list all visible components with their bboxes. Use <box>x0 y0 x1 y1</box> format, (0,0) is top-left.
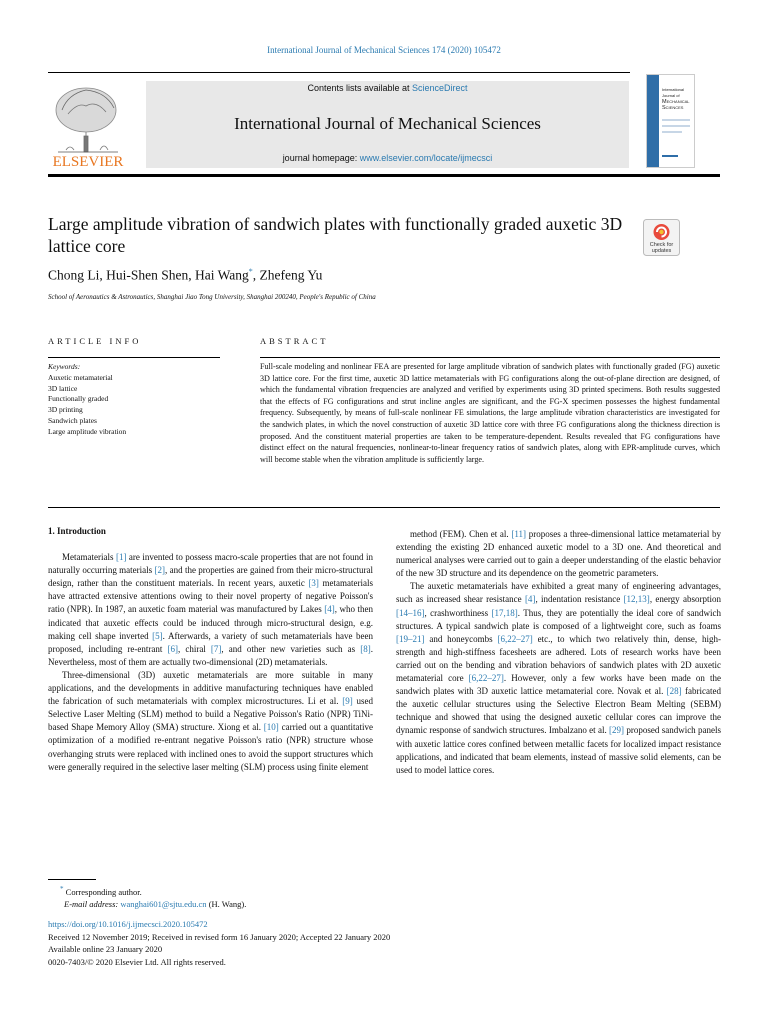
paragraph-text: Metamaterials <box>62 552 116 563</box>
abstract-text: Full-scale modeling and nonlinear FEA are presented for large amplitude vibration of sandwich plates with functionally graded (FG) auxetic 3D lattice core. For the first time, auxetic 3D lattice metamaterials with FG configurations along the out-of-plane direction are designed, of which the fundamental vibration frequencies are analyzed and verified by experiments using 3D printed specimens. Both results suggested that the effects of FG configurations and strut incline angles are significant, and the FG-X specimen possesses the highest fundamental frequency. Subsequently, by means of full-scale nonlinear FE simulations, the large amplitude vibration characteristics are investigated for the sandwich plates, in which the novel construction of auxetic 3D lattice core with three FG configurations along the thickness direction is proposed. And the constituent material properties are taken to be temperature-dependent. Results revealed that FG configurations have distinct effect on the natural frequencies, nonlinear-to-linear frequency ratios of sandwich plates, along with EPR-amplitude curves, which will become stable when the vibration amplitude is sufficiently large. <box>260 357 720 465</box>
paragraph-text: used Selective Laser Melting (SLM) method to build a Negative Poisson's Ratio (NPR) TiNi-based Shape Memory Alloy (SMA) structure. Xiong et al. <box>48 696 374 733</box>
reference-link[interactable]: [6,22–27] <box>497 633 533 644</box>
cover-decor <box>662 125 690 127</box>
cover-decor <box>662 131 682 133</box>
paragraph-text: fabricated the auxetic cellular structures using the Selective Electron Beam Melting (SEBM) technique and showed that using the designed auxetic cellular cores can improve the dynamic response of sandwich structures. Imbalzano et al. <box>396 686 721 736</box>
reference-link[interactable]: [28] <box>666 686 682 697</box>
cover-decor <box>662 119 690 121</box>
footnote-mark: * <box>60 885 64 893</box>
paragraph-text: are invented to possess macro-scale properties that are not found in naturally occurring materials <box>48 552 373 576</box>
cover-line-2: Mechanical <box>662 99 690 105</box>
paragraph-text: carried out a quantitative optimization of a modified re-entrant negative Poisson's ratio (NPR) structure whose overhanging struts were replaced with inclined ones to avoid the support structures which were generally required in the selective laser melting (SLM) process using finite element <box>48 722 373 772</box>
contents-line <box>146 83 629 93</box>
reference-link[interactable]: [10] <box>263 722 279 733</box>
cover-title <box>662 87 694 111</box>
right-paragraphs <box>396 528 721 777</box>
elsevier-logo[interactable] <box>48 80 128 168</box>
cover-decor <box>662 155 678 157</box>
paragraph-text: . Thus, they are potentially the ideal core of sandwich structures. A typical sandwich plate is composed of a lightweight core, such as foams <box>396 607 721 631</box>
corresponding-mark[interactable]: * <box>248 267 253 276</box>
homepage-line <box>146 153 629 163</box>
corresponding-note <box>48 883 246 898</box>
article-title: Large amplitude vibration of sandwich plates with functionally graded auxetic 3D lattice core <box>48 214 623 256</box>
authors-text: Chong Li, Hui-Shen Shen, Hai Wang <box>48 267 249 283</box>
paragraph-text: , crashworthiness <box>424 607 492 618</box>
reference-link[interactable]: [14–16] <box>396 607 425 618</box>
keyword-item: 3D lattice <box>48 383 78 393</box>
body-paragraph <box>396 580 721 776</box>
journal-title: International Journal of Mechanical Sciences <box>234 114 541 133</box>
sciencedirect-link[interactable]: ScienceDirect <box>412 83 468 93</box>
paragraph-text: . Nevertheless, most of them are actually two-dimensional (2D) metamaterials. <box>48 643 373 667</box>
email-label: E-mail address: <box>64 899 121 910</box>
journal-reference[interactable]: International Journal of Mechanical Sciences 174 (2020) 105472 <box>267 45 501 55</box>
paragraph-text: , who then indicated that auxetic effects could be induced through micro-structural design, e.g. making cell shape inverted <box>48 604 374 641</box>
reference-link[interactable]: [4] <box>524 594 536 605</box>
email-link[interactable]: wanghai601@sjtu.edu.cn <box>120 899 207 910</box>
paragraph-text: metamaterials have attracted extensive attentions owing to their novel property of negative Poisson's ratio (NPR). In 1987, an auxetic foam material was manufactured by Lakes <box>48 578 373 615</box>
header-bottom-rule <box>48 174 720 177</box>
received-dates: Received 12 November 2019; Received in revised form 16 January 2020; Accepted 22 January 2020 <box>48 931 391 942</box>
keyword-list <box>48 373 220 438</box>
reference-link[interactable]: [3] <box>308 578 319 589</box>
author-list <box>48 267 322 284</box>
authors-text-end: , Zhefeng Yu <box>252 267 323 283</box>
reference-link[interactable]: [29] <box>609 725 625 736</box>
paragraph-text: Three-dimensional (3D) auxetic metamaterials are more suitable in many applications, and the developments in additive manufacturing techniques have enabled the fabrication of such metamaterials with complex microstructures. Li et al. <box>48 669 373 707</box>
keywords-label: Keywords: <box>48 362 81 371</box>
reference-link[interactable]: [4] <box>324 604 335 615</box>
homepage-link[interactable]: www.elsevier.com/locate/ijmecsci <box>359 153 493 163</box>
keyword-item: Functionally graded <box>48 394 109 404</box>
article-info-heading: ARTICLE INFO <box>48 336 142 346</box>
reference-link[interactable]: [9] <box>342 696 353 707</box>
keyword-item: Auxetic metamaterial <box>48 372 113 382</box>
copyright: 0020-7403/© 2020 Elsevier Ltd. All rights reserved. <box>48 956 226 967</box>
paragraph-text: . However, only a few works have been made on the sandwich plates with 3D auxetic lattice metamaterial core. Novak et al. <box>396 673 721 697</box>
paragraph-text: , and the properties are gained from their micro-structural design, rather than the constituent materials. In recent years, auxetic <box>48 565 373 589</box>
left-paragraphs <box>48 551 373 774</box>
footnote-rule <box>48 879 96 880</box>
paragraph-text: , energy absorption <box>649 594 721 605</box>
homepage-label: journal homepage: <box>282 153 360 163</box>
reference-link[interactable]: [17,18] <box>491 607 518 618</box>
paragraph-text: , indentation resistance <box>535 594 624 605</box>
body-paragraph <box>48 551 373 669</box>
journal-banner <box>146 81 629 168</box>
reference-link[interactable]: [19–21] <box>396 633 425 644</box>
check-label-1: Check for <box>649 242 674 248</box>
cover-line-1: International Journal of <box>662 87 685 98</box>
reference-link[interactable]: [11] <box>511 529 527 539</box>
body-column-left <box>48 525 373 774</box>
header-top-rule <box>48 72 630 73</box>
reference-link[interactable]: [6,22–27] <box>468 673 504 684</box>
check-for-updates-button[interactable] <box>643 219 680 256</box>
check-label-2: updates <box>651 248 672 254</box>
paragraph-text: method (FEM). Chen et al. <box>410 529 512 539</box>
footnote <box>48 883 246 911</box>
affiliation: School of Aeronautics & Astronautics, Shanghai Jiao Tong University, Shanghai 200240, People's Republic of China <box>48 293 376 301</box>
paragraph-text: . Afterwards, a variety of such metamaterials have been proposed, including re-entrant <box>48 630 373 654</box>
reference-link[interactable]: [6] <box>167 643 178 654</box>
keyword-item: Large amplitude vibration <box>48 426 127 436</box>
email-suffix: (H. Wang). <box>206 899 247 910</box>
paragraph-text: and honeycombs <box>424 633 498 644</box>
body-paragraph <box>396 528 721 580</box>
available-online: Available online 23 January 2020 <box>48 944 163 954</box>
keyword-item: Sandwich plates <box>48 415 97 425</box>
paragraph-text: , and other new varieties such as <box>221 643 361 654</box>
reference-link[interactable]: [7] <box>210 643 222 654</box>
reference-link[interactable]: [1] <box>115 552 127 563</box>
body-column-right <box>396 528 721 777</box>
corresponding-label: Corresponding author. <box>65 886 142 897</box>
body-top-rule <box>48 507 720 508</box>
cover-stripe <box>647 75 659 167</box>
article-info-box <box>48 357 220 438</box>
reference-link[interactable]: [2] <box>154 565 166 576</box>
journal-cover-thumbnail[interactable] <box>646 74 695 168</box>
reference-link[interactable]: [12,13] <box>623 594 650 605</box>
body-paragraph <box>48 669 373 774</box>
paragraph-text: The auxetic metamaterials have exhibited a great many of engineering advantages, such as increased shear resistance <box>396 581 721 605</box>
doi-link[interactable]: https://doi.org/10.1016/j.ijmecsci.2020.105472 <box>48 919 208 929</box>
cover-line-3: Sciences <box>662 105 684 111</box>
publication-info <box>48 918 390 968</box>
publisher-wordmark: ELSEVIER <box>52 154 124 168</box>
email-line <box>48 898 246 911</box>
reference-link[interactable]: [8] <box>360 643 371 654</box>
check-for-updates-icon <box>643 219 680 256</box>
elsevier-tree-icon <box>48 80 128 168</box>
paragraph-text: , chiral <box>177 643 211 654</box>
paragraph-text: etc., to which two relatively thin, dense, high-strength and high-stiffness facesheets are adhered. Lots of research works have been carried out on the bending and vibration behaviors of sandwich plates with 2D auxetic metamaterial core <box>396 633 721 684</box>
keyword-item: 3D printing <box>48 405 83 415</box>
contents-label: Contents lists available at <box>307 83 413 93</box>
paragraph-text: proposes a three-dimensional lattice metamaterial by extending the existing 2D enhanced auxetic model to a 3D one. And theoretical and numerical analyses were carried out to gain a deeper understanding of the elastic behavior of the new 3D structure and its dependence on the geometric parameters. <box>396 529 721 579</box>
section-heading-introduction: 1. Introduction <box>48 526 106 536</box>
abstract-heading: ABSTRACT <box>260 336 329 346</box>
paragraph-text: proposed sandwich panels with auxetic lattice cores confined between metallic facets for localized impact resistance applications, and indicated that beam elements, instead of massive solid elements, can be used to model lattice cores. <box>396 725 722 775</box>
reference-link[interactable]: [5] <box>152 630 163 641</box>
